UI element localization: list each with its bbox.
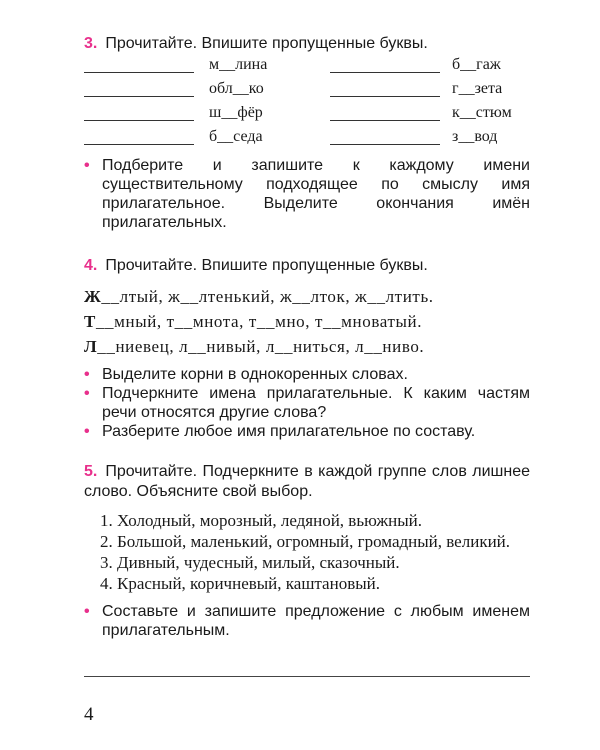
word-line [84, 334, 530, 359]
exercise-3-blanks [84, 56, 530, 152]
word-with-gap: м__лина [209, 56, 268, 73]
answer-blank[interactable] [330, 72, 440, 73]
exercise-4-number: 4. [84, 257, 98, 274]
answer-blank[interactable] [84, 96, 194, 97]
exercise-5-tasks [84, 602, 530, 640]
answer-blank[interactable] [330, 144, 440, 145]
bullet-icon: • [84, 423, 90, 440]
exercise-4-heading [84, 256, 530, 276]
answer-blank[interactable] [84, 120, 194, 121]
bullet-icon: • [84, 366, 90, 383]
bullet-icon: • [84, 157, 90, 174]
task-text: Подчеркните имена прилагательные. К каким частям речи относятся другие слова? [102, 385, 530, 421]
word-with-gap: б__седа [209, 128, 263, 145]
exercise-3 [84, 34, 530, 54]
word-with-gap: г__зета [452, 80, 503, 97]
answer-blank[interactable] [84, 72, 194, 73]
exercise-4-tasks [84, 365, 530, 441]
word-group: 2. Большой, маленький, огромный, громадный, великий. [100, 532, 511, 551]
answer-blank[interactable] [330, 96, 440, 97]
task-item [84, 365, 530, 384]
blank-row [84, 104, 530, 126]
first-letter: Т [84, 312, 96, 331]
exercise-3-task [84, 156, 530, 232]
task-item [84, 422, 530, 441]
word-line-text: __мный, т__мнота, т__мно, т__мноватый. [95, 312, 423, 331]
word-with-gap: з__вод [452, 128, 498, 145]
answer-blank[interactable] [84, 144, 194, 145]
exercise-4-words [84, 284, 530, 359]
task-item [84, 384, 530, 422]
task-item [84, 602, 530, 640]
word-with-gap: к__стюм [452, 104, 512, 121]
exercise-4-instruction: Прочитайте. Впишите пропущенные буквы. [105, 257, 428, 274]
exercise-5-heading [84, 462, 530, 502]
first-letter: Л [84, 337, 98, 356]
exercise-5-instruction: Прочитайте. Подчеркните в каждой группе слов лишнее слово. Объясните свой выбор. [84, 463, 530, 500]
word-line-text: __лтый, ж__лтенький, ж__лток, ж__лтить. [101, 287, 434, 306]
exercise-5 [84, 462, 530, 640]
exercise-3-heading [84, 34, 530, 54]
word-line-text: __ниевец, л__нивый, л__ниться, л__ниво. [97, 337, 425, 356]
exercise-3-instruction: Прочитайте. Впишите пропущенные буквы. [105, 35, 428, 52]
task-text: Разберите любое имя прилагательное по составу. [102, 423, 476, 440]
word-group: 4. Красный, коричневый, каштановый. [100, 574, 380, 593]
word-with-gap: ш__фёр [209, 104, 263, 121]
word-group: 1. Холодный, морозный, ледяной, вьюжный. [100, 511, 422, 530]
word-with-gap: б__гаж [452, 56, 501, 73]
blank-row [84, 128, 530, 150]
word-line [84, 284, 530, 309]
bullet-icon: • [84, 385, 90, 402]
exercise-3-number: 3. [84, 35, 98, 52]
exercise-5-groups [84, 510, 530, 594]
task-text: Выделите корни в однокоренных словах. [102, 366, 408, 383]
exercise-5-number: 5. [84, 463, 98, 480]
first-letter: Ж [84, 287, 102, 306]
task-text: Подберите и запишите к каждому имени существительному подходящее по смыслу имя прилагательное. Выделите окончания имён прилагательных. [102, 157, 530, 231]
page-number: 4 [84, 704, 94, 725]
word-with-gap: обл__ко [209, 80, 264, 97]
blank-row [84, 80, 530, 102]
word-group: 3. Дивный, чудесный, милый, сказочный. [100, 553, 400, 572]
task-text: Составьте и запишите предложение с любым именем прилагательным. [102, 603, 530, 639]
blank-row [84, 56, 530, 78]
exercise-4 [84, 256, 530, 441]
writing-line[interactable] [84, 676, 530, 677]
bullet-icon: • [84, 603, 90, 620]
answer-blank[interactable] [330, 120, 440, 121]
word-line [84, 309, 530, 334]
task-item [84, 156, 530, 232]
